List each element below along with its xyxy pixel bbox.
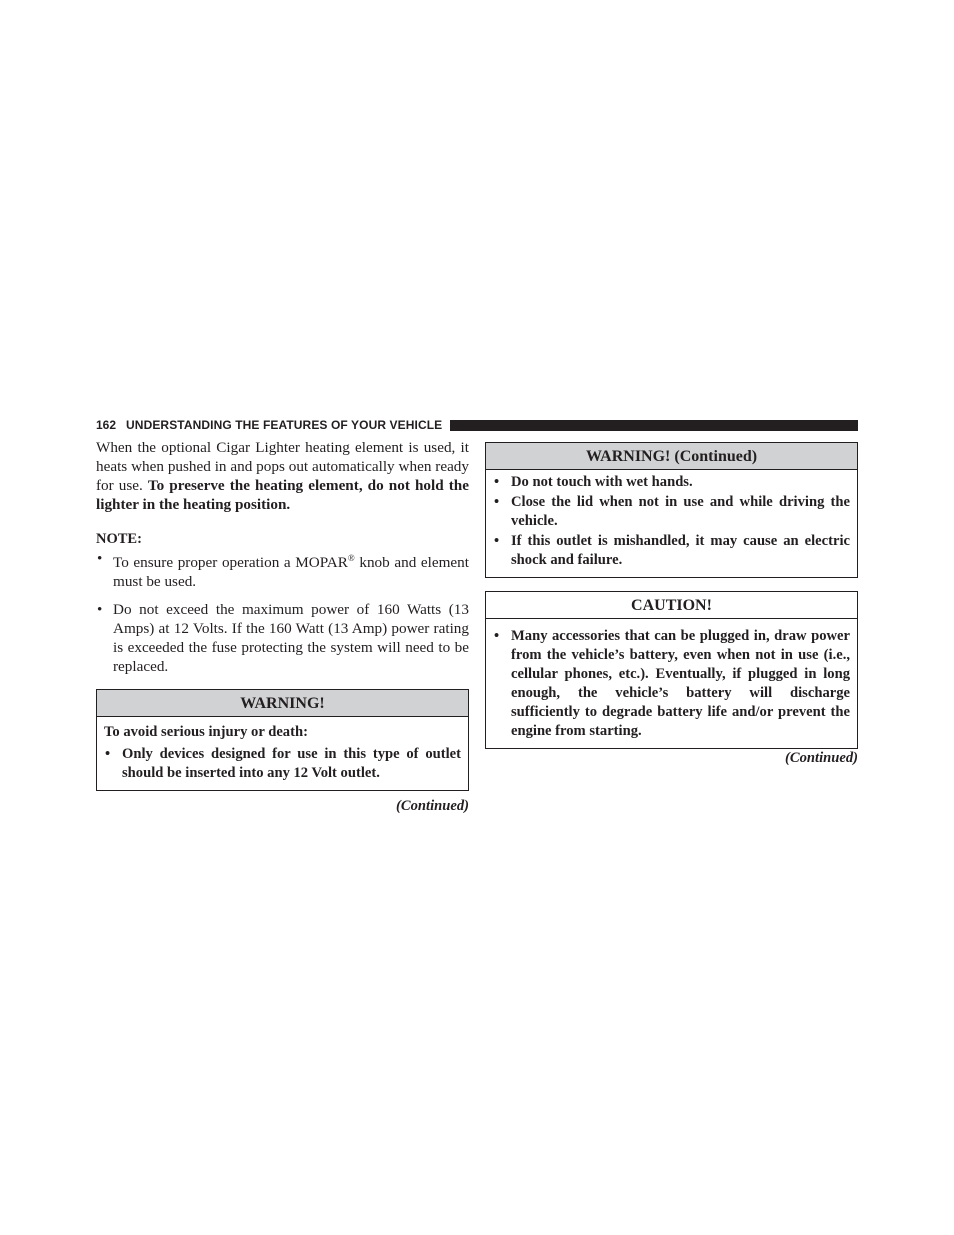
intro-text: When the optional Cigar Lighter heating element is used, it heats when pushed in and pops out automatically when ready for use. [96, 439, 469, 494]
registered-mark: ® [347, 553, 355, 563]
warning-continued-list [493, 473, 850, 570]
warning-continued-box [485, 442, 858, 578]
caution-body [486, 619, 857, 748]
warning-continued-body [486, 470, 857, 577]
intro-bold-text: To preserve the heating element, do not hold the lighter in the heating position. [96, 477, 469, 513]
intro-paragraph [96, 438, 469, 514]
warning-box [96, 689, 469, 791]
warning-continued-item: • Close the lid when not in use and while driving the vehicle. [493, 493, 850, 531]
warning-lead: To avoid serious injury or death: [104, 724, 308, 741]
caution-list [493, 627, 850, 741]
section-title: UNDERSTANDING THE FEATURES OF YOUR VEHICLE [126, 418, 443, 432]
note-list [96, 549, 469, 676]
warning-body [97, 717, 468, 790]
note-item-power: • Do not exceed the maximum power of 160 Watts (13 Amps) at 12 Volts. If the 160 Watt (13 Amp) power rating is exceeded the fuse protecting the system will need to be replaced. [96, 600, 469, 676]
note-item-mopar [96, 549, 469, 591]
warning-continued-item: • If this outlet is mishandled, it may cause an electric shock and failure. [493, 532, 850, 570]
warning-item: • Only devices designed for use in this type of outlet should be inserted into any 12 Volt outlet. [104, 745, 461, 783]
warning-continued-title: WARNING! (Continued) [486, 443, 857, 470]
header-rule [450, 420, 858, 431]
continued-label: (Continued) [785, 750, 858, 766]
note-item-text: knob and element must be used. [113, 554, 469, 591]
warning-list [104, 745, 461, 783]
page-number: 162 [96, 418, 117, 432]
caution-title: CAUTION! [486, 592, 857, 619]
warning-continued-item: • Do not touch with wet hands. [493, 473, 850, 492]
warning-title: WARNING! [97, 690, 468, 717]
caution-item: • Many accessories that can be plugged in, draw power from the vehicle’s battery, even when not in use (i.e., cellular phones, etc.). Eventually, if plugged in long enough, the vehicle’s battery will discharge sufficiently to degrade battery life and/or prevent the engine from starting. [493, 627, 850, 741]
continued-label: (Continued) [396, 798, 469, 815]
note-item-text: To ensure proper operation a MOPAR [113, 554, 348, 572]
page-header [96, 417, 858, 433]
caution-box [485, 591, 858, 749]
left-column [96, 438, 469, 815]
right-column [485, 442, 858, 767]
note-label: NOTE: [96, 531, 142, 547]
